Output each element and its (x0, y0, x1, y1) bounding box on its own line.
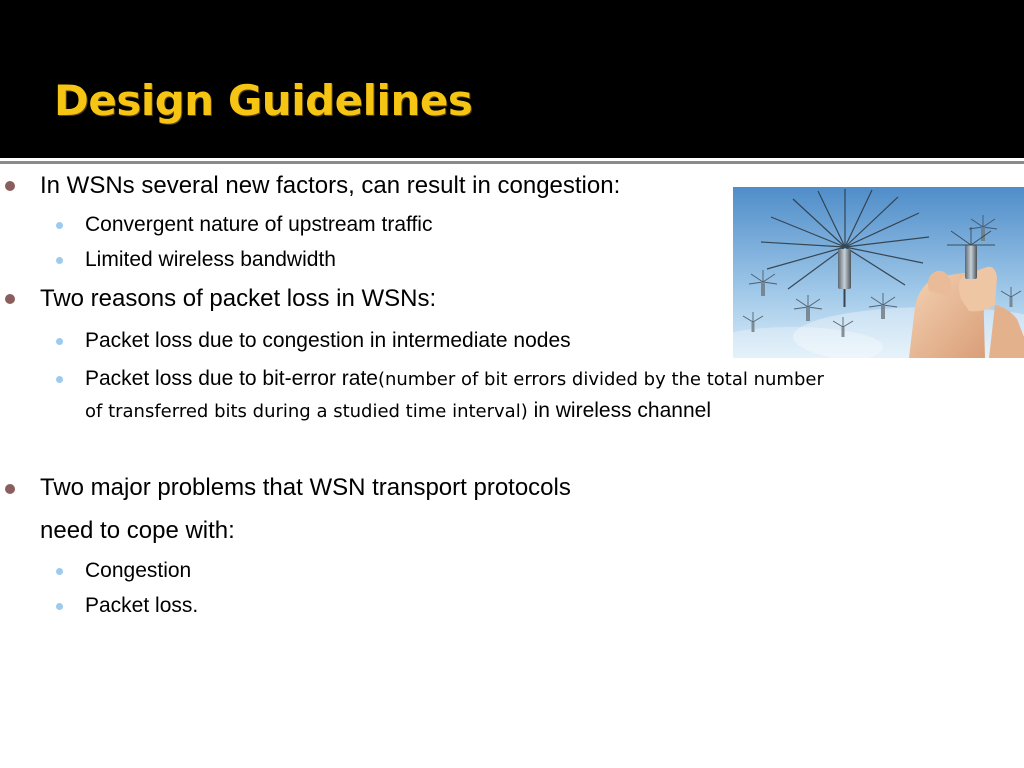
bit-error-definition: (number of bit errors divided by the total number of transferred bits during a studied time interval) (85, 369, 824, 422)
sub-bullet-icon (56, 603, 63, 610)
title-divider (0, 161, 1024, 164)
bit-error-lead: Packet loss due to bit-error rate (85, 367, 378, 390)
sub-bullet-icon (56, 376, 63, 383)
wireless-sensor-dandelion-image (733, 187, 1024, 358)
bullet-icon (5, 484, 15, 494)
sub-bullet-icon (56, 338, 63, 345)
bullet-icon (5, 181, 15, 191)
bit-error-tail: in wireless channel (527, 399, 711, 422)
sub-bullet-text: Convergent nature of upstream traffic (85, 213, 433, 236)
sub-bullet-text: Congestion (85, 559, 192, 582)
bullet-text-continued: need to cope with: (40, 517, 235, 544)
sub-bullet-icon (56, 222, 63, 229)
sub-bullet-text: Packet loss due to congestion in intermediate nodes (85, 329, 571, 352)
sub-bullet-text: Packet loss. (85, 594, 199, 617)
bullet-icon (5, 294, 15, 304)
sub-bullet-icon (56, 568, 63, 575)
sub-bullet-text-detailed (85, 363, 825, 427)
bullet-text: In WSNs several new factors, can result in congestion: (40, 172, 621, 199)
bullet-text: Two major problems that WSN transport protocols (40, 474, 571, 501)
slide-title: Design Guidelines (54, 76, 473, 125)
sub-bullet-icon (56, 257, 63, 264)
sub-bullet-text: Limited wireless bandwidth (85, 248, 336, 271)
bullet-text: Two reasons of packet loss in WSNs: (40, 285, 437, 312)
